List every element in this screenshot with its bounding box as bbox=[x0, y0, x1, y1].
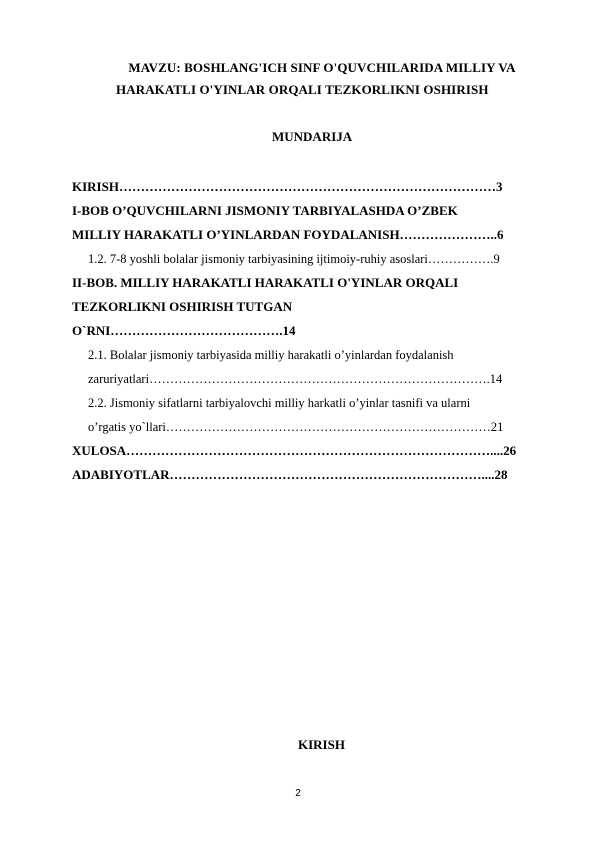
toc-entry-2-2-line-1: 2.2. Jismoniy sifatlarni tarbiyalovchi milliy harkatli o’yinlar tasnifi va ularni bbox=[88, 396, 471, 410]
toc-entry-chapter-1-line-1: I-BOB O’QUVCHILARNI JISMONIY TARBIYALASHDA O’ZBEK bbox=[72, 203, 458, 218]
toc-entry-chapter-1-line-2: MILLIY HARAKATLI O’YINLARDAN FOYDALANISH…………………..6 bbox=[72, 227, 504, 242]
toc-entry-2-1-line-1: 2.1. Bolalar jismoniy tarbiyasida milliy harakatli o’yinlardan foydalanish bbox=[88, 348, 454, 362]
toc-entry-2-2-line-2: o’rgatis yo`llari……………………………………………………………………21 bbox=[88, 420, 504, 434]
toc-entry-chapter-2-line-2: TEZKORLIKNI OSHIRISH TUTGAN bbox=[72, 299, 293, 314]
toc-entry-chapter-2-line-1: II-BOB. MILLIY HARAKATLI HARAKATLI O'YINLAR ORQALI bbox=[72, 275, 459, 290]
next-section-heading: KIRISH bbox=[298, 737, 345, 752]
toc-entry-kirish: KIRISH……………………………………………………………………………3 bbox=[72, 179, 503, 194]
page-number: 2 bbox=[295, 788, 301, 799]
toc-entry-adabiyotlar: ADABIYOTLAR………………………………………………………………....28 bbox=[72, 467, 508, 482]
toc-entry-xulosa: XULOSA…………………………………………………………………………....26 bbox=[72, 443, 517, 458]
contents-heading: MUNDARIJA bbox=[272, 129, 353, 144]
toc-entry-chapter-2-line-3: O`RNI………………………………….14 bbox=[72, 323, 296, 338]
toc-entry-1-2: 1.2. 7-8 yoshli bolalar jismoniy tarbiyasining ijtimoiy-ruhiy asoslari…………….9 bbox=[88, 252, 500, 266]
topic-title-line-1: MAVZU: BOSHLANG'ICH SINF O'QUVCHILARIDA MILLIY VA bbox=[128, 60, 516, 75]
toc-entry-2-1-line-2: zaruriyatlari……………………………………………………………………….14 bbox=[88, 372, 503, 386]
topic-title-line-2: HARAKATLI O'YINLAR ORQALI TEZKORLIKNI OSHIRISH bbox=[116, 82, 489, 97]
